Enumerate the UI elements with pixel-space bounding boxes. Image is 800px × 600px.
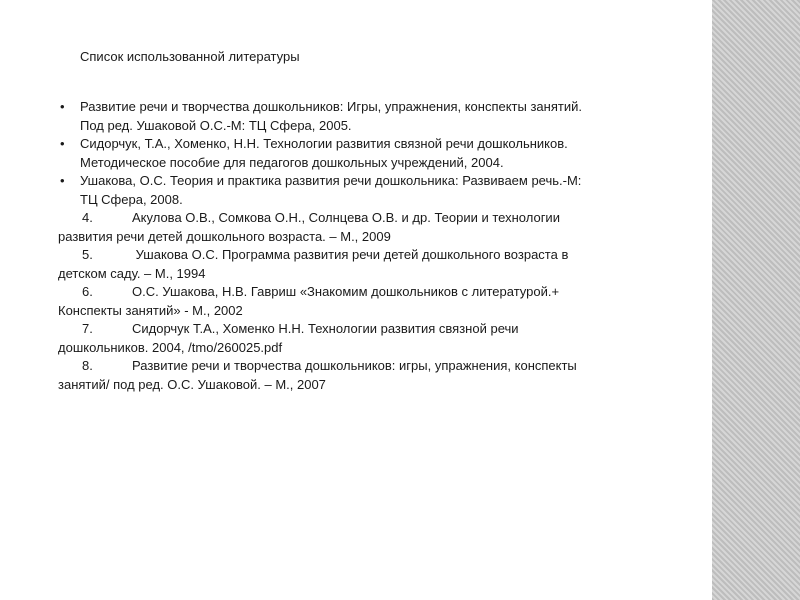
numbered-line: дошкольников. 2004, /tmo/260025.pdf [58, 339, 283, 355]
numbered-line: О.С. Ушакова, Н.В. Гавриш «Знакомим дошкольников с литературой.+ [132, 284, 560, 299]
bullet-item [60, 172, 700, 209]
numbered-item [58, 283, 698, 320]
bullet-icon: • [60, 99, 65, 114]
item-number: 7. [82, 321, 93, 336]
numbered-line: Конспекты занятий» - М., 2002 [58, 302, 243, 318]
numbered-line: развития речи детей дошкольного возраста. – М., 2009 [58, 228, 391, 244]
item-number: 8. [82, 358, 93, 373]
numbered-line: занятий/ под ред. О.С. Ушаковой. – М., 2007 [58, 376, 326, 392]
bullet-line: Сидорчук, Т.А., Хоменко, Н.Н. Технологии развития связной речи дошкольников. [80, 136, 568, 151]
item-number: 6. [82, 284, 93, 299]
bullet-line: Под ред. Ушаковой О.С.-М: ТЦ Сфера, 2005. [80, 117, 352, 133]
bullet-list [60, 98, 700, 209]
numbered-item [58, 357, 698, 394]
slide-title: Список использованной литературы [80, 49, 300, 64]
numbered-line: Сидорчук Т.А., Хоменко Н.Н. Технологии развития связной речи [132, 321, 519, 336]
numbered-line: Ушакова О.С. Программа развития речи детей дошкольного возраста в [132, 247, 569, 262]
bullet-item [60, 135, 700, 172]
bullet-line: Ушакова, О.С. Теория и практика развития речи дошкольника: Развиваем речь.-М: [80, 173, 582, 188]
bullet-item [60, 98, 700, 135]
bullet-line: Развитие речи и творчества дошкольников: Игры, упражнения, конспекты занятий. [80, 99, 582, 114]
numbered-line: Развитие речи и творчества дошкольников: игры, упражнения, конспекты [132, 358, 577, 373]
numbered-item [58, 246, 698, 283]
decorative-stripe-panel [712, 0, 800, 600]
bullet-line: Методическое пособие для педагогов дошкольных учреждений, 2004. [80, 154, 504, 170]
item-number: 4. [82, 210, 93, 225]
numbered-line: детском саду. – М., 1994 [58, 265, 206, 281]
item-number: 5. [82, 247, 93, 262]
bullet-line: ТЦ Сфера, 2008. [80, 191, 183, 207]
numbered-line: Акулова О.В., Сомкова О.Н., Солнцева О.В. и др. Теории и технологии [132, 210, 560, 225]
numbered-list [58, 209, 698, 394]
numbered-item [58, 209, 698, 246]
numbered-item [58, 320, 698, 357]
bullet-icon: • [60, 136, 65, 151]
bullet-icon: • [60, 173, 65, 188]
